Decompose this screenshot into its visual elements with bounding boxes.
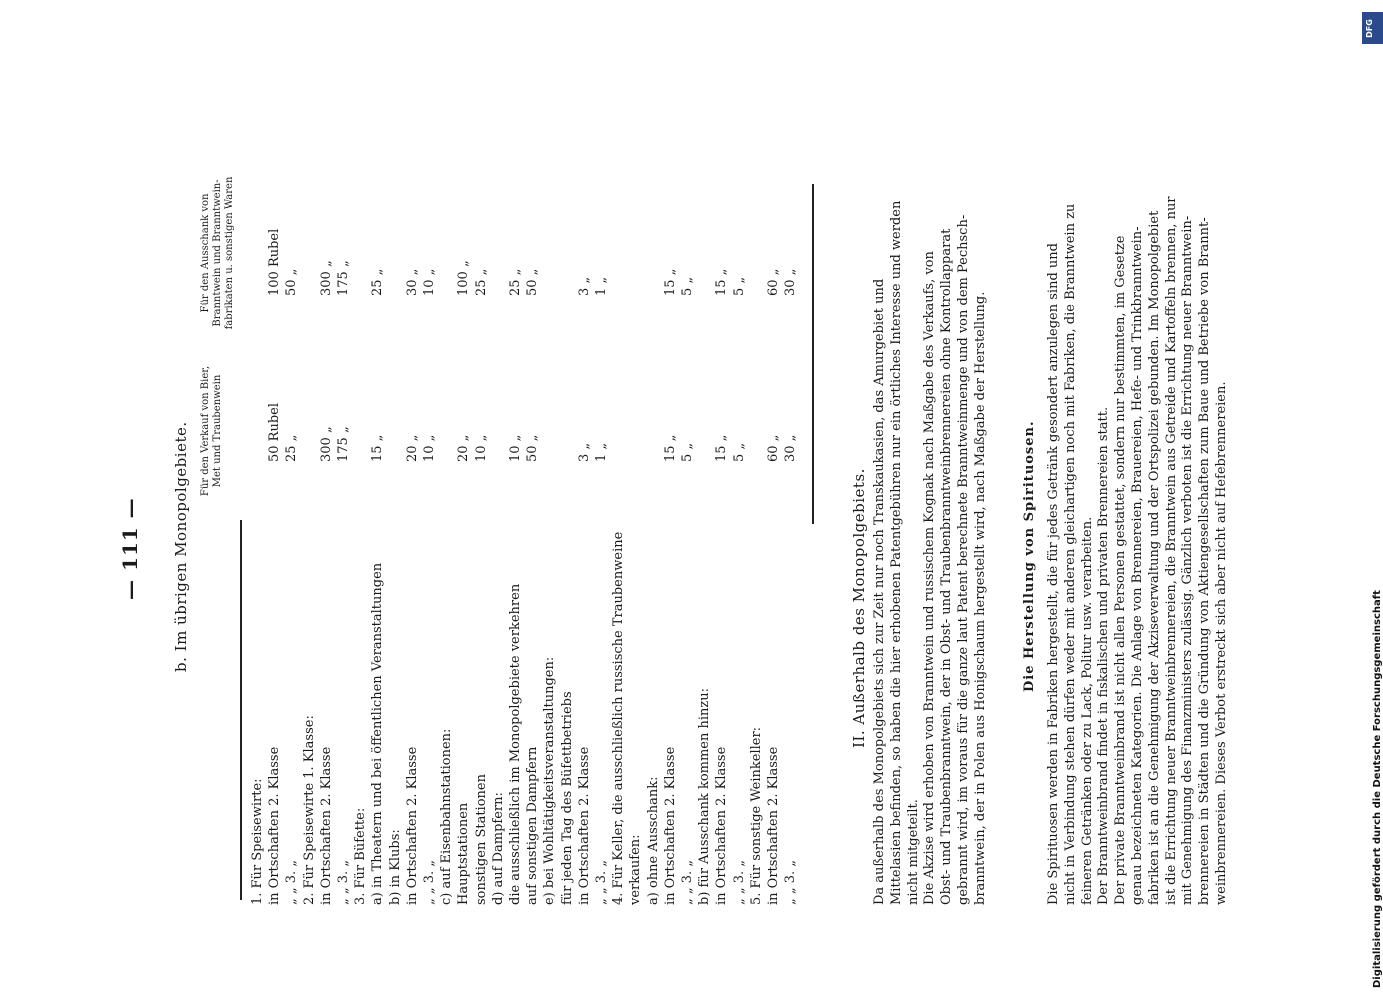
text-line: genau bezeichneten Kategorien. Die Anlage von Brennereien, Brauereien, Hefe- und Trinkbranntwein- bbox=[1130, 226, 1145, 905]
table-row-label: 3. Für Büfette: bbox=[353, 807, 369, 905]
text-line: Da außerhalb des Monopolgebiets sich zur Zeit nur noch Transkaukasien, das Amurgebiet und bbox=[872, 278, 887, 905]
table-row-label: in Ortschaften 2. Klasse bbox=[766, 746, 781, 905]
table-row-label: „ „ 3. „ bbox=[783, 859, 799, 905]
text-line: Der private Branntweinbrand ist nicht allen Personen gestattet, sondern nur bestimmten, im Gesetze bbox=[1113, 235, 1129, 905]
table-cell-spirits: 25 „ bbox=[473, 268, 489, 296]
table-cell-spirits: 10 „ bbox=[422, 268, 437, 296]
table-cell-spirits: 25 „ bbox=[508, 268, 523, 296]
text-line: nicht in Verbindung stehen dürfen weder mit anderen gleichartigen noch mit Fabriken, die Branntwein zu bbox=[1062, 203, 1078, 905]
text-line: Die Akzise wird erhoben von Branntwein und russischem Kognak nach Maßgabe des Verkaufs, von bbox=[922, 251, 938, 905]
table-cell-beer: 15 „ bbox=[662, 434, 678, 462]
table-cell-spirits: 15 „ bbox=[662, 268, 678, 296]
table-cell-beer: 30 „ bbox=[783, 434, 799, 462]
table-cell-spirits: 30 „ bbox=[404, 268, 420, 296]
table-row-label: in Ortschaften 2. Klasse bbox=[267, 746, 283, 905]
table-cell-beer: 25 „ bbox=[284, 434, 300, 462]
table-cell-beer: 20 „ bbox=[456, 434, 472, 462]
table-row-label: a) ohne Ausschank: bbox=[645, 776, 661, 905]
table-row-label: in Ortschaften 2. Klasse bbox=[662, 746, 678, 905]
table-row-label: c) auf Eisenbahnstationen: bbox=[439, 728, 455, 905]
table-cell-beer: 15 „ bbox=[370, 434, 386, 462]
table-row-label: „ „ 3. „ bbox=[680, 859, 695, 905]
table-cell-beer: 175 „ bbox=[336, 426, 351, 462]
table-row-label: d) auf Dampfern: bbox=[490, 792, 506, 905]
table-row-label: in Ortschaften 2. Klasse bbox=[576, 746, 592, 905]
text-line: weinbrennereien. Dieses Verbot erstreckt sich aber nicht auf Hefebrennereien. bbox=[1214, 381, 1229, 905]
table-row-label: 4. Für Keller, die ausschließlich russische Traubenweine bbox=[611, 531, 627, 905]
table-cell-spirits: 30 „ bbox=[783, 268, 799, 296]
text-line: branntwein, der in Polen aus Honigschaum hergestellt wird, nach Maßgabe der Herstellung. bbox=[972, 291, 988, 905]
column-header-beer: Für den Verkauf von Bier, Met und Traubenwein bbox=[200, 365, 223, 497]
table-row-label: die ausschließlich im Monopolgebiete verkehren bbox=[508, 583, 523, 905]
table-row-label: a) in Theatern und bei öffentlichen Veranstaltungen bbox=[370, 562, 386, 905]
text-line: Der Branntweinbrand findet in fiskalischen und privaten Brennereien statt. bbox=[1096, 406, 1112, 905]
table-cell-spirits: 1 „ bbox=[594, 276, 609, 296]
table-cell-beer: 10 „ bbox=[508, 434, 523, 462]
page-number: — 111 — bbox=[118, 497, 142, 600]
table-cell-beer: 300 „ bbox=[318, 426, 334, 462]
text-line: nicht mitgeteilt. bbox=[905, 799, 921, 905]
table-row-label: „ „ 3. „ bbox=[422, 859, 437, 905]
table-cell-spirits: 50 „ bbox=[525, 268, 541, 296]
text-line: fabriken ist an die Genehmigung der Akziseverwaltung und der Ortspolizei gebunden. Im Monopolgebiet bbox=[1146, 210, 1162, 905]
table-cell-spirits: 100 „ bbox=[456, 260, 472, 296]
table-row-label: verkaufen: bbox=[628, 834, 644, 905]
table-cell-beer: 10 „ bbox=[473, 434, 489, 462]
table-cell-spirits: 15 „ bbox=[714, 268, 730, 296]
table-row-label: für jeden Tag des Büfettbetriebs bbox=[559, 691, 575, 905]
table-cell-spirits: 175 „ bbox=[336, 260, 351, 296]
table-row-label: b) in Klubs: bbox=[387, 829, 403, 905]
table-cell-spirits: 3 „ bbox=[576, 276, 592, 296]
table-cell-spirits: 5 „ bbox=[731, 276, 747, 296]
table-row-label: „ „ 3. „ bbox=[731, 859, 747, 905]
section-b-title: b. Im übrigen Monopolgebiete. bbox=[172, 421, 190, 672]
table-row-label: 1. Für Speisewirte: bbox=[250, 778, 265, 905]
table-divider bbox=[240, 520, 242, 900]
spirits-heading: Die Herstellung von Spirituosen. bbox=[1022, 420, 1037, 692]
table-row-label: in Ortschaften 2. Klasse bbox=[714, 746, 730, 905]
table-cell-beer: 50 „ bbox=[525, 434, 541, 462]
table-cell-spirits: 60 „ bbox=[766, 268, 781, 296]
table-cell-spirits: 5 „ bbox=[680, 276, 695, 296]
text-line: Mittelasien befinden, so haben die hier erhobenen Patentgebühren nur ein örtliches Interesse und werden bbox=[888, 200, 904, 905]
text-line: feineren Getränken oder zu Lack, Politur usw. verarbeiten. bbox=[1079, 516, 1095, 905]
text-line: ist die Errichtung neuer Branntweinbrennereien, die Branntwein aus Getreide und Kartoffeln brennen, nur bbox=[1163, 196, 1179, 905]
table-cell-spirits: 50 „ bbox=[284, 268, 300, 296]
table-bottom-rule bbox=[812, 184, 814, 524]
table-cell-spirits: 300 „ bbox=[318, 260, 334, 296]
text-line: Die Spirituosen werden in Fabriken hergestellt, die für jedes Getränk gesondert anzulegen sind und bbox=[1046, 243, 1061, 905]
text-line: mit Genehmigung des Finanzministers zulässig. Gänzlich verboten ist die Errichtung neuer Branntwein- bbox=[1180, 215, 1196, 905]
table-row-label: 2. Für Speisewirte 1. Klasse: bbox=[301, 715, 317, 905]
text-line: brennereien in Städten und die Gründung von Aktiengesellschaften zum Baue und Betriebe von Brannt- bbox=[1197, 217, 1213, 905]
table-cell-beer: 10 „ bbox=[422, 434, 437, 462]
table-row-label: b) für Ausschank kommen hinzu: bbox=[697, 687, 713, 905]
table-cell-spirits: 100 Rubel bbox=[267, 228, 283, 296]
table-row-label: „ „ 3. „ bbox=[336, 859, 351, 905]
table-cell-beer: 50 Rubel bbox=[267, 402, 283, 462]
table-row-label: e) bei Wohltätigkeitsveranstaltungen: bbox=[542, 656, 558, 905]
table-row-label: 5. Für sonstige Weinkeller: bbox=[748, 726, 764, 905]
table-row-label: in Ortschaften 2. Klasse bbox=[318, 746, 334, 905]
dfg-logo: DFG bbox=[1362, 12, 1383, 44]
table-row-label: Hauptstationen bbox=[456, 802, 472, 905]
table-cell-beer: 5 „ bbox=[680, 442, 695, 462]
table-cell-beer: 1 „ bbox=[594, 442, 609, 462]
text-line: Obst- und Traubenbranntwein, der in Obst- und Traubenbranntweinbrennereien ohne Kontrollapparat bbox=[939, 228, 955, 905]
table-cell-beer: 3 „ bbox=[576, 442, 592, 462]
table-row-label: „ „ 3. „ bbox=[284, 859, 300, 905]
table-cell-beer: 20 „ bbox=[404, 434, 420, 462]
table-cell-spirits: 25 „ bbox=[370, 268, 386, 296]
table-cell-beer: 5 „ bbox=[731, 442, 747, 462]
table-row-label: sonstigen Stationen bbox=[473, 774, 489, 905]
funding-credit: Digitalisierung gefördert durch die Deutsche Forschungsgemeinschaft bbox=[1372, 590, 1383, 988]
table-cell-beer: 15 „ bbox=[714, 434, 730, 462]
column-header-spirits: Für den Ausschank von Branntwein und Branntwein- fabrikaten u. sonstigen Waren bbox=[200, 176, 235, 330]
section-II-title: II. Außerhalb des Monopolgebiets. bbox=[850, 468, 868, 748]
table-row-label: auf sonstigen Dampfern bbox=[525, 746, 541, 905]
text-line: gebrannt wird, im voraus für die ganze laut Patent berechnete Branntweinmenge und von dem Pechsch- bbox=[956, 214, 971, 905]
table-row-label: in Ortschaften 2. Klasse bbox=[404, 746, 420, 905]
table-cell-beer: 60 „ bbox=[766, 434, 781, 462]
table-row-label: „ „ 3. „ bbox=[594, 859, 609, 905]
